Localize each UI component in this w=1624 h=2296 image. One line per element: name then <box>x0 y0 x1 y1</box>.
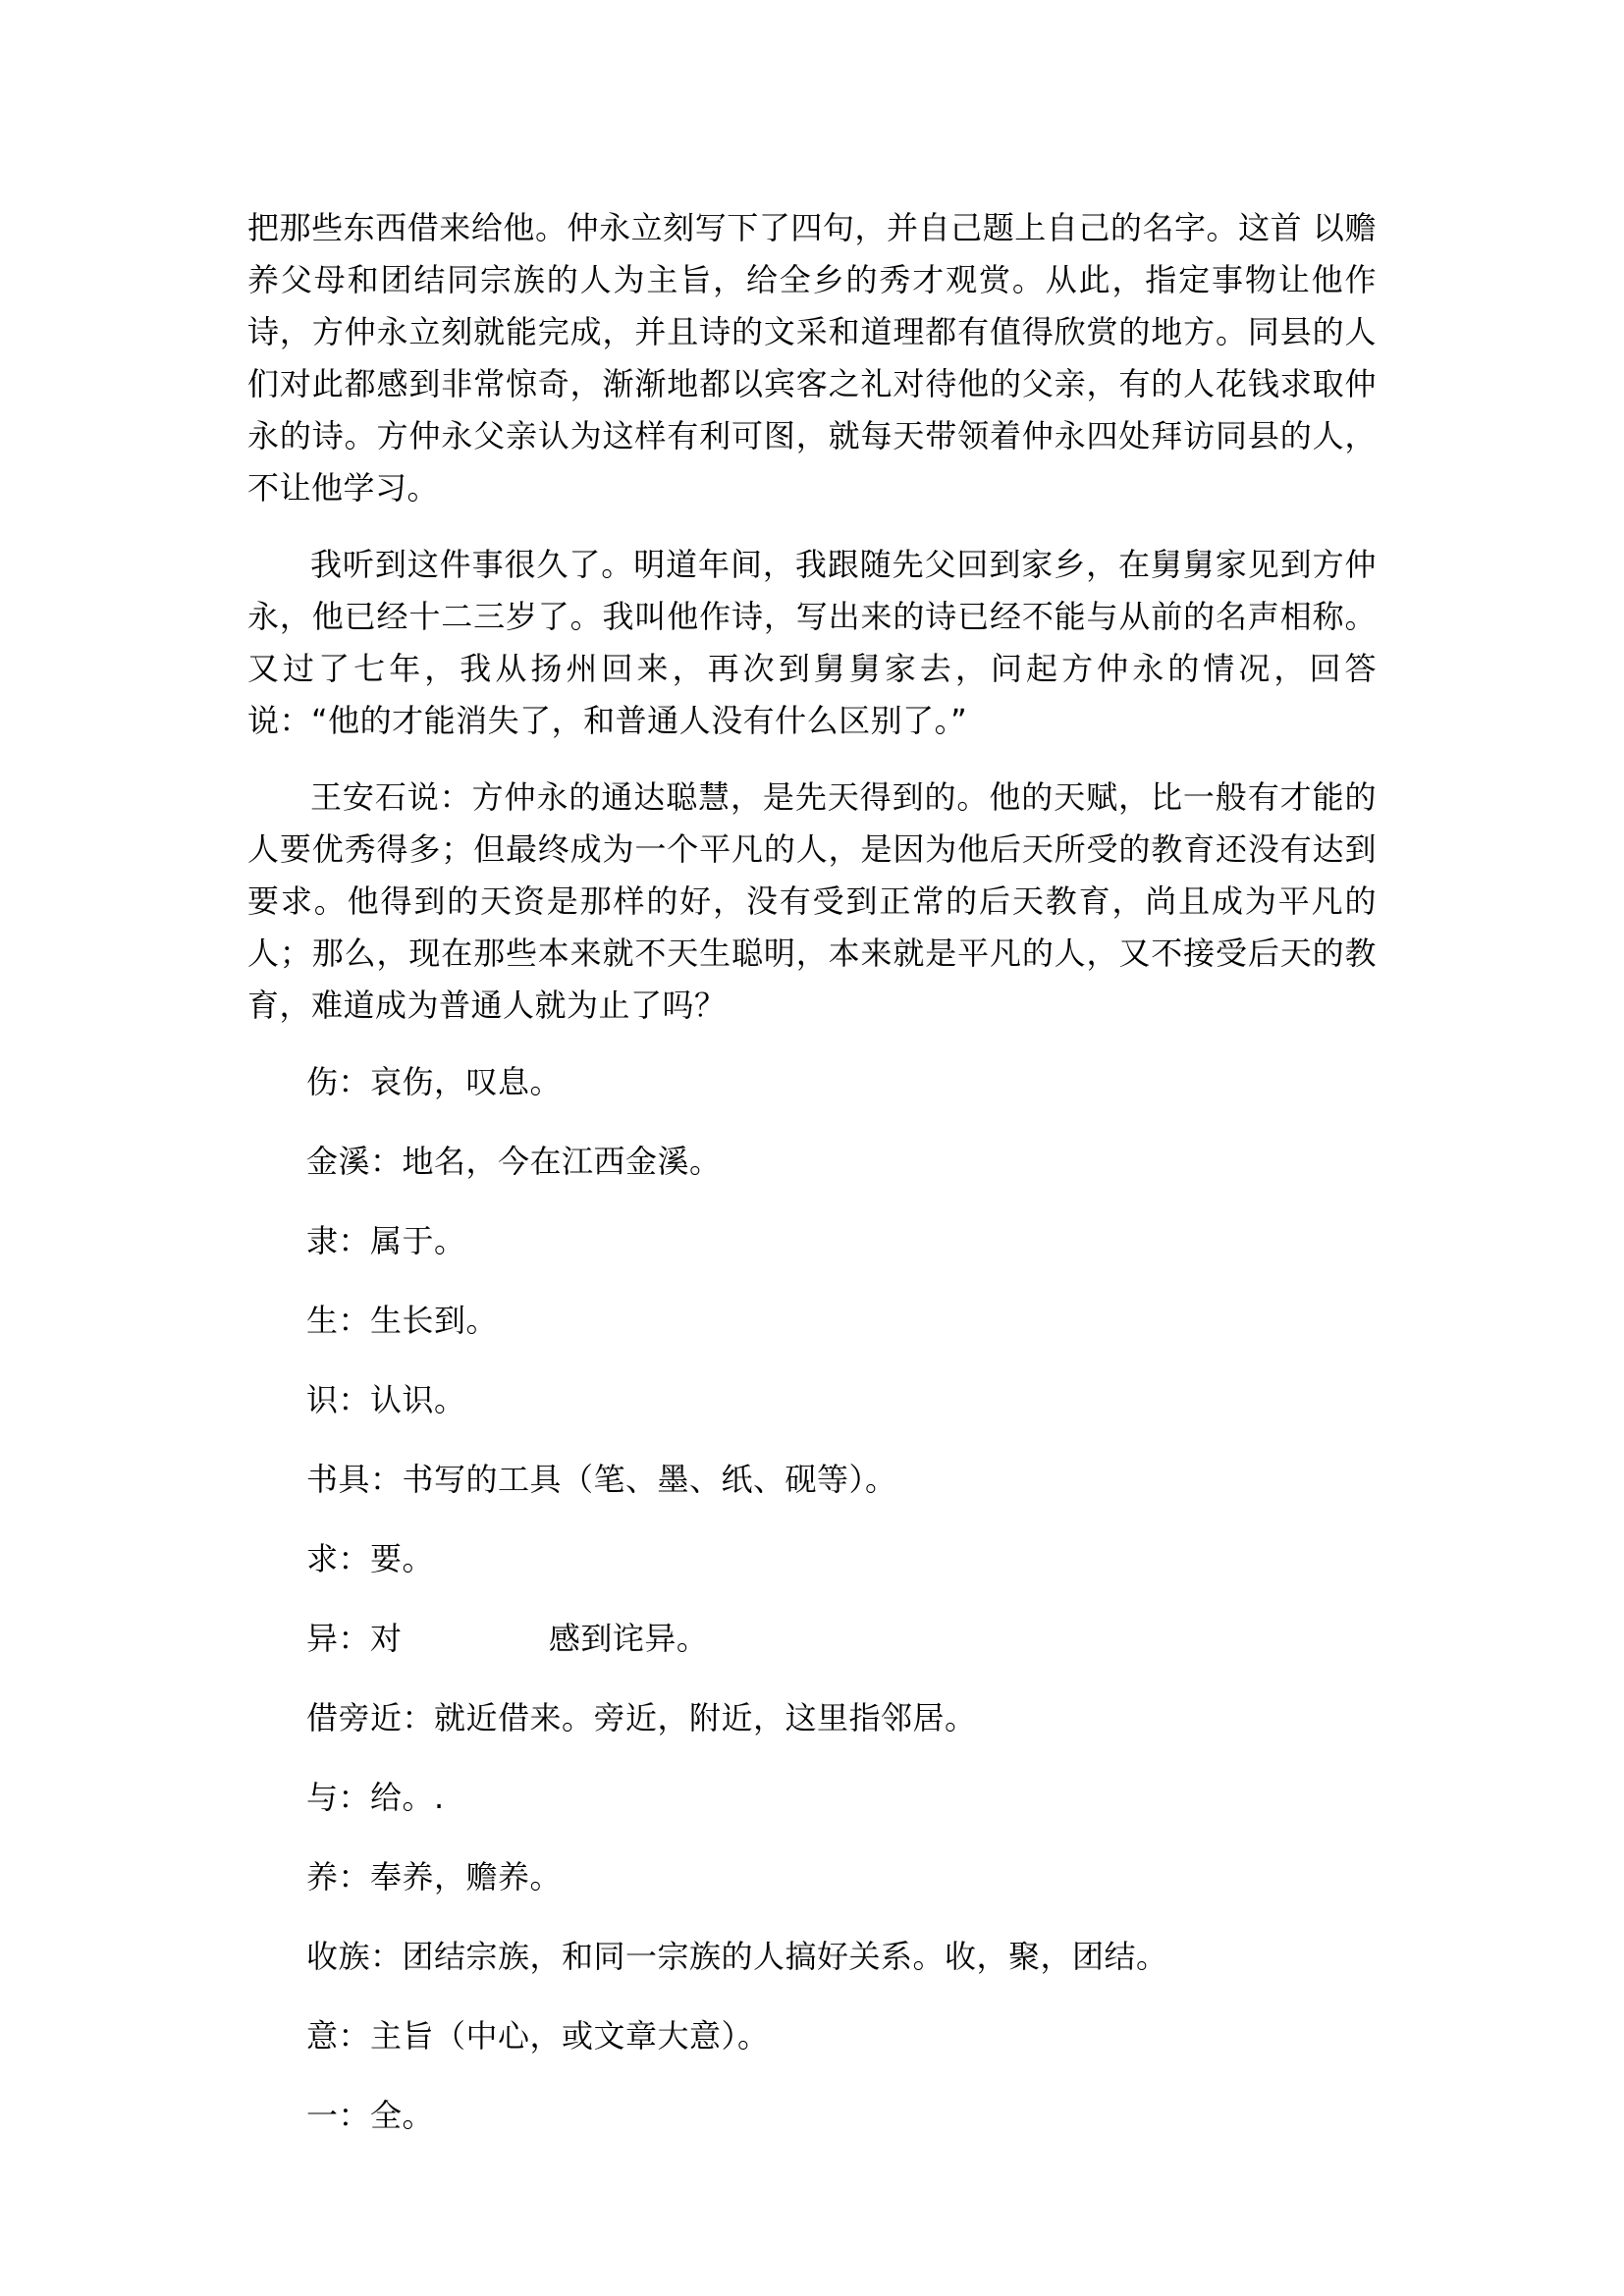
paragraph-3: 王安石说：方仲永的通达聪慧，是先天得到的。他的天赋，比一般有才能的人要优秀得多；但最终成为一个平凡的人，是因为他后天所受的教育还没有达到要求。他得到的天资是那样的好，没有受到正常的后天教育，尚且成为平凡的人；那么，现在那些本来就不天生聪明，本来就是平凡的人，又不接受后天的教育，难道成为普通人就为止了吗？ <box>247 778 1377 1024</box>
annotation-item: 养：奉养，赡养。 <box>306 1858 563 1896</box>
annotation-item: 书具：书写的工具（笔、墨、纸、砚等）。 <box>306 1461 897 1498</box>
paragraph-2: 我听到这件事很久了。明道年间，我跟随先父回到家乡，在舅舅家见到方仲永，他已经十二三岁了。我叫他作诗，写出来的诗已经不能与从前的名声相称。又过了七年，我从扬州回来，再次到舅舅家去，问起方仲永的情况，回答说：“他的才能消失了，和普通人没有什么区别了。” <box>247 546 1377 739</box>
annotation-item: 金溪：地名，今在江西金溪。 <box>306 1143 722 1180</box>
paragraph-1: 把那些东西借来给他。仲永立刻写下了四句，并自己题上自己的名字。这首 以赡养父母和团结同宗族的人为主旨，给全乡的秀才观赏。从此，指定事物让他作诗，方仲永立刻就能完成，并且诗的文采和道理都有值得欣赏的地方。同县的人们对此都感到非常惊奇，渐渐地都以宾客之礼对待他的父亲，有的人花钱求取仲永的诗。方仲永父亲认为这样有利可图，就每天带领着仲永四处拜访同县的人，不让他学习。 <box>247 209 1377 507</box>
annotation-item: 与：给。. <box>306 1779 445 1816</box>
annotation-item: 意：主旨（中心，或文章大意）。 <box>306 2017 770 2055</box>
annotation-item: 借旁近：就近借来。旁近，附近，这里指邻居。 <box>306 1699 977 1736</box>
annotation-item: 伤：哀伤，叹息。 <box>306 1063 563 1100</box>
annotation-list <box>247 1056 1377 2142</box>
annotation-item: 异：对 感到诧异。 <box>306 1620 709 1657</box>
annotation-item: 生：生长到。 <box>306 1302 499 1339</box>
annotation-item: 收族：团结宗族，和同一宗族的人搞好关系。收，聚，团结。 <box>306 1938 1168 1975</box>
annotation-item: 识：认识。 <box>306 1381 466 1418</box>
annotation-item: 一：全。 <box>306 2097 435 2134</box>
annotation-item: 隶：属于。 <box>306 1222 466 1259</box>
document-body <box>247 202 1377 2169</box>
annotation-item: 求：要。 <box>306 1540 435 1577</box>
